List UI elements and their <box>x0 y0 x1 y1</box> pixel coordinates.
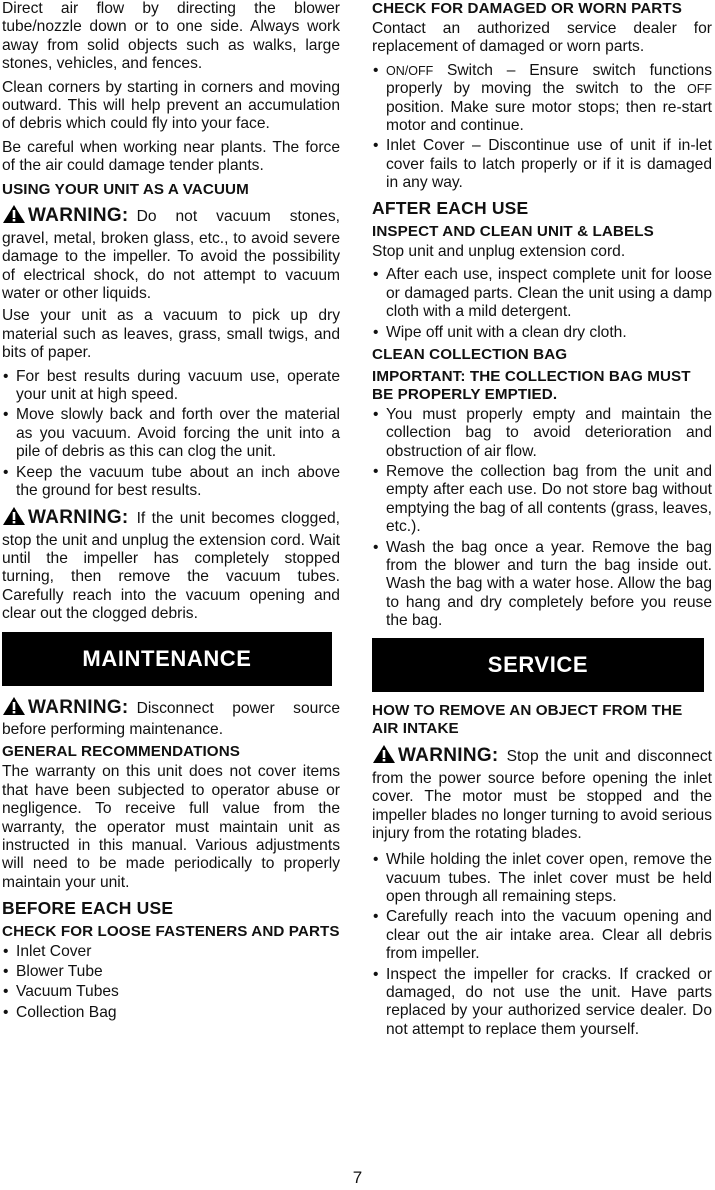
list-item: • Keep the vacuum tube about an inch above the ground for best results. <box>2 464 340 501</box>
inspect-paragraph: Stop unit and unplug extension cord. <box>372 243 626 261</box>
warning-text: Do not vacuum stones, gravel, metal, broken glass, etc., to avoid severe damage to the impeller. To avoid the possibility of electrical shock, do not attempt to vacuum water or other liquids. <box>2 208 340 303</box>
service-banner: SERVICE <box>372 638 704 692</box>
list-item: • For best results during vacuum use, operate your unit at high speed. <box>2 368 340 405</box>
warning-disconnect <box>2 696 340 740</box>
warning-label: WARNING: <box>398 745 499 767</box>
bag-list <box>372 406 712 631</box>
warning-vacuum-materials <box>2 204 340 303</box>
intro-paragraph-1: Direct air flow by directing the blower tube/nozzle down or to one side. Always work away from solid objects such as walks, large stones, vehicles, and fences. <box>2 0 340 73</box>
switch-text: Switch – Ensure switch functions properly by moving the switch to the <box>386 61 712 98</box>
general-paragraph: The warranty on this unit does not cover items that have been subjected to operator abuse or negligence. To receive full value from the warranty, the operator must maintain unit as instructed in this manual. Various adjustments will need to be made periodically to properly maintain your unit. <box>2 763 340 891</box>
off-text: OFF <box>687 82 712 97</box>
check-heading: CHECK FOR LOOSE FASTENERS AND PARTS <box>2 922 340 940</box>
damaged-heading: CHECK FOR DAMAGED OR WORN PARTS <box>372 0 682 17</box>
after-heading: AFTER EACH USE <box>372 198 529 219</box>
list-item: • Remove the collection bag from the unit and empty after each use. Do not store bag without emptying the bag of all contents (grass, leaves, etc.). <box>372 463 712 537</box>
bag-heading: CLEAN COLLECTION BAG <box>372 345 568 363</box>
switch-text-end: position. Make sure motor stops; then re-start motor and continue. <box>386 98 712 134</box>
remove-list <box>372 851 712 1039</box>
list-item: • Wash the bag once a year. Remove the bag from the blower and turn the bag inside out. Wash the bag with a water hose. Allow the bag to hang and dry completely before you reuse the bag. <box>372 539 712 631</box>
warning-icon <box>2 506 26 531</box>
page-number: 7 <box>352 1168 363 1187</box>
list-item: • Inlet Cover – Discontinue use of unit if in-let cover fails to latch properly or if it is damaged in any way. <box>372 137 712 192</box>
warning-label: WARNING: <box>28 507 129 529</box>
intro-paragraph-3: Be careful when working near plants. The force of the air could damage tender plants. <box>2 138 340 175</box>
list-item: • Move slowly back and forth over the material as you vacuum. Avoid forcing the unit into a pile of debris as this can clog the unit. <box>2 406 340 461</box>
warning-icon <box>372 744 396 769</box>
vacuum-heading: USING YOUR UNIT AS A VACUUM <box>2 180 249 198</box>
warning-label: WARNING: <box>28 696 129 718</box>
list-item: • Carefully reach into the vacuum opening and clear out the air intake area. Clear all debris from impeller. <box>372 908 712 963</box>
bag-important: IMPORTANT: THE COLLECTION BAG MUST BE PROPERLY EMPTIED. <box>372 367 691 403</box>
warning-icon <box>2 204 26 229</box>
right-column <box>372 0 712 1043</box>
check-list <box>2 943 340 1023</box>
warning-inlet <box>372 744 712 843</box>
inspect-heading: INSPECT AND CLEAN UNIT & LABELS <box>372 223 654 241</box>
vacuum-paragraph: Use your unit as a vacuum to pick up dry material such as leaves, grass, small twigs, and bits of paper. <box>2 307 340 362</box>
warning-text: If the unit becomes clogged, stop the unit and unplug the extension cord. Wait until the impeller has completely stopped turning, then remove the vacuum tubes. Carefully reach into the vacuum opening and clear out the clogged debris. <box>2 510 340 623</box>
maintenance-banner: MAINTENANCE <box>2 632 332 686</box>
list-item: • Blower Tube <box>2 963 340 981</box>
list-item: • Inspect the impeller for cracks. If cracked or damaged, do not use the unit. Have parts replaced by your authorized service dealer. Do not attempt to replace them yourself. <box>372 966 712 1040</box>
list-item: • While holding the inlet cover open, remove the vacuum tubes. The inlet cover must be held open through all remaining steps. <box>372 851 712 906</box>
damaged-paragraph: Contact an authorized service dealer for replacement of damaged or worn parts. <box>372 19 712 56</box>
before-heading: BEFORE EACH USE <box>2 898 174 919</box>
list-item <box>372 62 712 136</box>
warning-label: WARNING: <box>28 205 129 227</box>
remove-heading: HOW TO REMOVE AN OBJECT FROM THE AIR INTAKE <box>372 702 683 738</box>
list-item: • Inlet Cover <box>2 943 340 961</box>
list-item: • Wipe off unit with a clean dry cloth. <box>372 324 712 342</box>
general-heading: GENERAL RECOMMENDATIONS <box>2 743 240 761</box>
intro-paragraph-2: Clean corners by starting in corners and moving outward. This will help prevent an accumulation of debris which could fly into your face. <box>2 78 340 133</box>
vacuum-bullet-list <box>2 368 340 501</box>
warning-clogged <box>2 506 340 623</box>
onoff-text: ON/OFF <box>386 63 434 78</box>
warning-text: Stop the unit and disconnect from the power source before opening the inlet cover. The motor must be stopped and the impeller blades no longer turning to avoid serious injury from the rotating blades. <box>372 748 712 842</box>
list-item: • You must properly empty and maintain the collection bag to avoid deterioration and obstruction of air flow. <box>372 406 712 461</box>
list-item: • After each use, inspect complete unit for loose or damaged parts. Clean the unit using a damp cloth with a mild detergent. <box>372 266 712 321</box>
left-column <box>2 0 340 1026</box>
inspect-list <box>372 266 712 342</box>
damaged-list <box>372 62 712 193</box>
warning-icon <box>2 696 26 721</box>
list-item: • Collection Bag <box>2 1004 340 1022</box>
list-item: • Vacuum Tubes <box>2 983 340 1001</box>
warning-text: Disconnect power source before performing maintenance. <box>2 699 340 739</box>
